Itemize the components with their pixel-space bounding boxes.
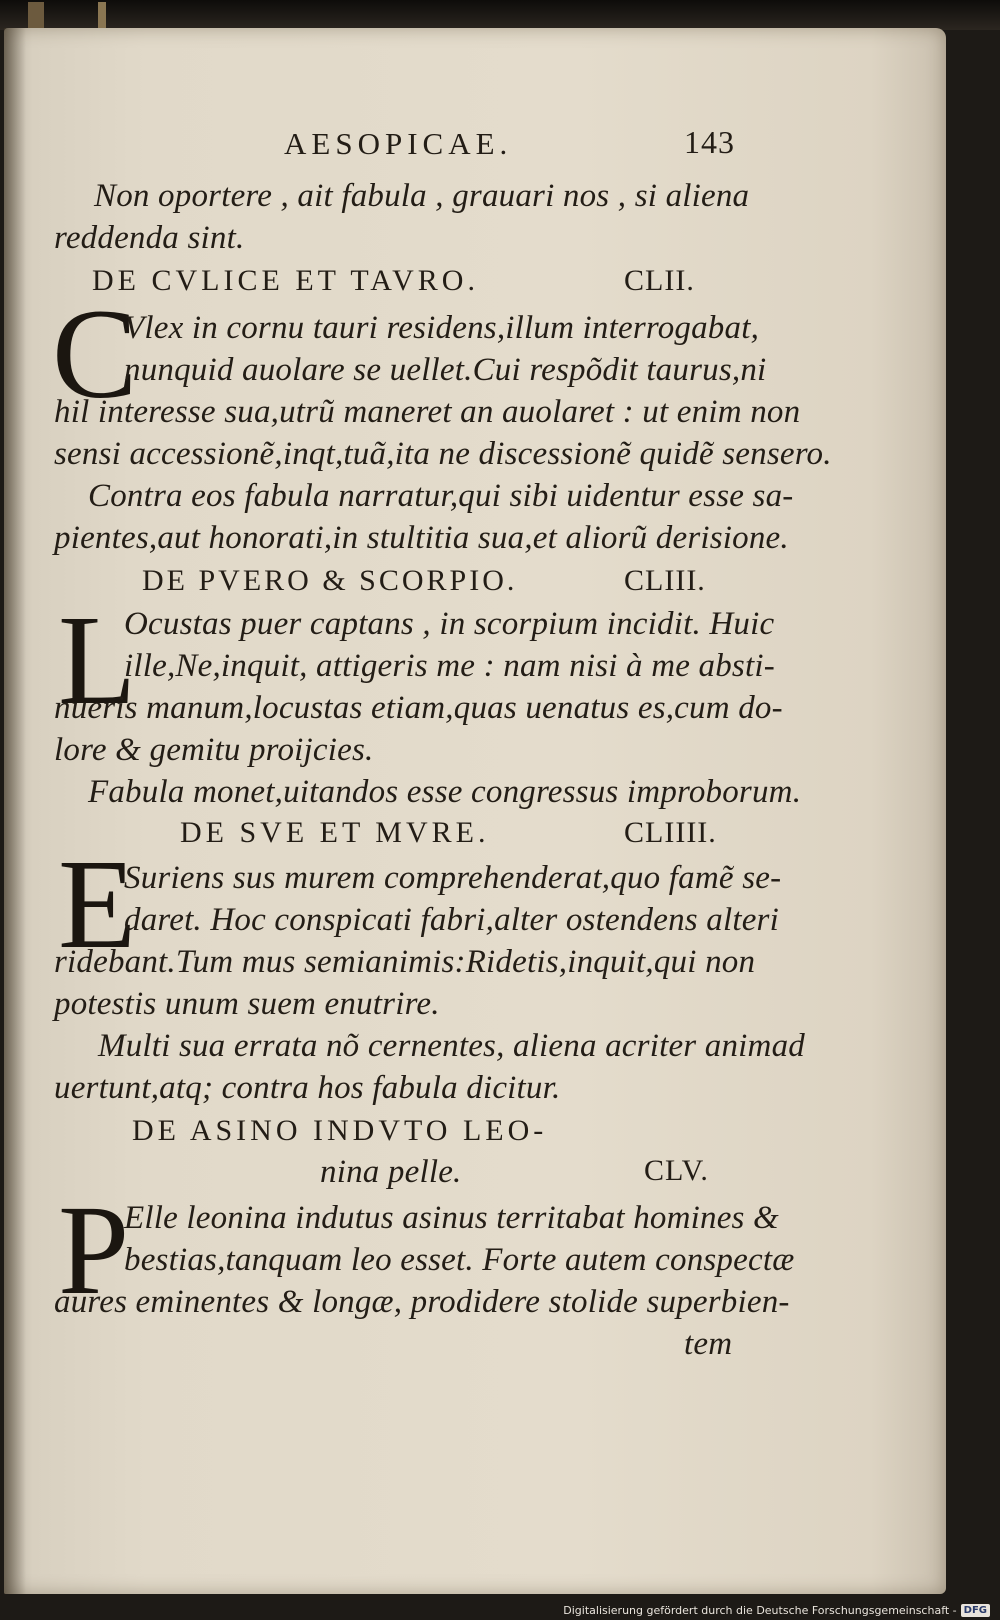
- text-line: ridebant.Tum mus semianimis:Ridetis,inquit,qui non: [54, 944, 756, 980]
- fable-numeral: CLV.: [644, 1154, 709, 1187]
- binding-tab: [28, 2, 44, 28]
- fable-title: DE SVE ET MVRE.: [180, 816, 490, 849]
- drop-capital: P: [58, 1179, 130, 1321]
- digitization-credit: [563, 1602, 990, 1618]
- fable-numeral: CLIII.: [624, 564, 706, 597]
- scan-top-strip: [0, 0, 1000, 30]
- drop-capital: C: [52, 283, 138, 425]
- text-line: Fabula monet,uitandos esse congressus improborum.: [88, 774, 802, 810]
- text-line: aures eminentes & longæ, prodidere stolide superbien-: [54, 1284, 790, 1320]
- text-line: uertunt,atq; contra hos fabula dicitur.: [54, 1070, 561, 1106]
- text-line: Contra eos fabula narratur,qui sibi uidentur esse sa-: [88, 478, 794, 514]
- dfg-logo: DFG: [961, 1604, 990, 1617]
- text-line: hil interesse sua,utrũ maneret an auolaret : ut enim non: [54, 394, 801, 430]
- fable-title-continuation: nina pelle.: [320, 1154, 462, 1190]
- text-line: Suriens sus murem comprehenderat,quo famẽ se-: [124, 860, 782, 896]
- text-line: nueris manum,locustas etiam,quas uenatus es,cum do-: [54, 690, 783, 726]
- catchword: tem: [684, 1326, 733, 1362]
- fable-title: DE PVERO & SCORPIO.: [142, 564, 518, 597]
- fable-title: DE ASINO INDVTO LEO-: [132, 1114, 548, 1147]
- binding-tab: [98, 2, 106, 28]
- folio-number: 143: [684, 124, 735, 160]
- text-line: Vlex in cornu tauri residens,illum interrogabat,: [124, 310, 760, 346]
- text-line: potestis unum suem enutrire.: [54, 986, 440, 1022]
- text-line: ille,Ne,inquit, attigeris me : nam nisi à me absti-: [124, 648, 775, 684]
- book-page: [4, 28, 946, 1594]
- text-line: bestias,tanquam leo esset. Forte autem conspectæ: [124, 1242, 795, 1278]
- text-line: nunquid auolare se uellet.Cui respõdit taurus,ni: [124, 352, 767, 388]
- text-line: Non oportere , ait fabula , grauari nos , si aliena: [94, 178, 750, 214]
- credit-text: Digitalisierung gefördert durch die Deutsche Forschungsgemeinschaft -: [563, 1603, 957, 1617]
- running-head: AESOPICAE.: [284, 126, 513, 161]
- text-line: Multi sua errata nõ cernentes, aliena acriter animad: [98, 1028, 805, 1064]
- text-line: Elle leonina indutus asinus territabat homines &: [124, 1200, 779, 1236]
- text-line: lore & gemitu proijcies.: [54, 732, 374, 768]
- text-line: pientes,aut honorati,in stultitia sua,et aliorũ derisione.: [54, 520, 789, 556]
- drop-capital: E: [58, 833, 137, 975]
- fable-numeral: CLII.: [624, 264, 695, 297]
- text-line: reddenda sint.: [54, 220, 245, 256]
- fable-title: DE CVLICE ET TAVRO.: [92, 264, 479, 297]
- fable-numeral: CLIIII.: [624, 816, 717, 849]
- text-line: Ocustas puer captans , in scorpium incidit. Huic: [124, 606, 775, 642]
- text-line: sensi accessionẽ,inqt,tuã,ita ne discessionẽ quidẽ sensero.: [54, 436, 832, 472]
- text-line: daret. Hoc conspicati fabri,alter ostendens alteri: [124, 902, 779, 938]
- drop-capital: L: [58, 589, 137, 731]
